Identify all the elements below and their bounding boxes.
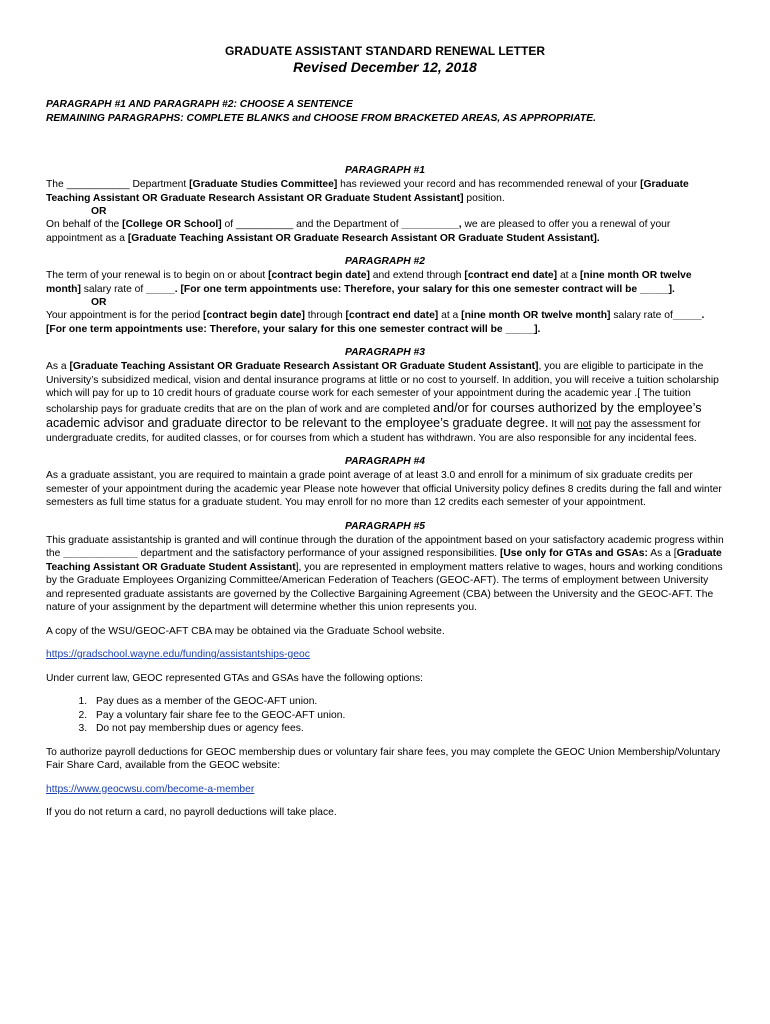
paragraph-1-option-b: On behalf of the [College OR School] of __________ and the Department of __________, we are pleased to offer you a renewal of your appointment as a [Graduate Teaching Assistant OR Graduate Research Assistant OR Graduate Student Assistant]. <box>46 219 671 244</box>
geoc-link-line <box>46 783 724 797</box>
paragraph-3-section <box>46 346 724 445</box>
letter-page <box>46 44 724 820</box>
paragraph-2-section <box>46 255 724 336</box>
paragraph-1-section <box>46 164 724 245</box>
cba-text: A copy of the WSU/GEOC-AFT CBA may be obtained via the Graduate School website. <box>46 625 445 637</box>
cba-link-line <box>46 648 724 662</box>
authorize-text: To authorize payroll deductions for GEOC membership dues or voluntary fair share fees, you may complete the GEOC Union Membership/Voluntary Fair Share Card, available from the GEOC website: <box>46 746 721 771</box>
options-intro: Under current law, GEOC represented GTAs and GSAs have the following options: <box>46 672 423 684</box>
gradschool-link[interactable]: https://gradschool.wayne.edu/funding/assistantships-geoc <box>46 649 310 660</box>
list-item: 1. Pay dues as a member of the GEOC-AFT union. <box>90 695 724 709</box>
paragraph-2-heading: PARAGRAPH #2 <box>345 256 425 267</box>
paragraph-5-heading: PARAGRAPH #5 <box>345 520 425 532</box>
instructions <box>46 98 724 126</box>
list-item: 2. Pay a voluntary fair share fee to the GEOC-AFT union. <box>90 709 724 723</box>
paragraph-1-option-a: The ___________ Department [Graduate Studies Committee] has reviewed your record and has recommended renewal of your [Graduate Teaching Assistant OR Graduate Research Assistant OR Graduate Student Assistant] position. <box>46 179 689 204</box>
or-separator: OR <box>91 206 107 217</box>
paragraph-5-text: This graduate assistantship is granted and will continue through the duration of the appointment based on your satisfactory academic progress within the _____________ department and the satisfactory performance of your assigned responsibilities. [Use only for GTAs and GSAs: As a [Graduate Teaching Assistant OR Graduate Student Assistant], you are represented in employment matters relative to wages, hours and working conditions by the Graduate Employees Organizing Committee/American Federation of Teachers (GEOC-AFT). The terms of employment between University and represented graduate assistants are governed by the Collective Bargaining Agreement (CBA) between the University and the GEOC-AFT. The nature of your assignment by the department will determine whether this union represents you. <box>46 534 724 613</box>
paragraph-4-section <box>46 455 724 510</box>
list-item: 3. Do not pay membership dues or agency fees. <box>90 722 724 736</box>
document-title: GRADUATE ASSISTANT STANDARD RENEWAL LETTER <box>225 44 545 58</box>
paragraph-2-option-a: The term of your renewal is to begin on or about [contract begin date] and extend through [contract end date] at a [nine month OR twelve month] salary rate of _____. [For one term appointments use: Therefore, your salary for this one semester contract will be _____]. <box>46 270 692 295</box>
or-separator: OR <box>91 297 107 308</box>
options-list <box>46 695 724 736</box>
paragraph-3-heading: PARAGRAPH #3 <box>345 347 425 358</box>
instruction-line-1: PARAGRAPH #1 AND PARAGRAPH #2: CHOOSE A SENTENCE <box>46 99 353 110</box>
paragraph-4-text: As a graduate assistant, you are required to maintain a grade point average of at least 3.0 and enroll for a minimum of six graduate credits per semester of your appointment during the academic year Please note however that official University policy defines 8 credits during the fall and winter semesters as full time status for a graduate student. You may enroll for no more than 12 credits each semester of your appointment. <box>46 470 722 508</box>
geoc-link[interactable]: https://www.geocwsu.com/become-a-member <box>46 783 255 795</box>
instruction-line-2: REMAINING PARAGRAPHS: COMPLETE BLANKS and CHOOSE FROM BRACKETED AREAS, AS APPROPRIATE. <box>46 113 596 124</box>
closing-text: If you do not return a card, no payroll deductions will take place. <box>46 807 337 818</box>
paragraph-3-text: As a [Graduate Teaching Assistant OR Graduate Research Assistant OR Graduate Student Assistant], you are eligible to participate in the University’s subsidized medical, vision and dental insurance programs at little or no cost to yourself. In addition, you will receive a tuition scholarship which will pay for up to 10 credit hours of graduate course work for each semester of your appointment during the academic year .[ The tuition scholarship pays for graduate credits that are on the plan of work and are completed and/or for courses authorized by the employee’s academic advisor and graduate director to be relevant to the employee’s graduate degree. It will not pay the assessment for undergraduate credits, for audited classes, or for courses from which a student has withdrawn. You are also responsible for any incidental fees. <box>46 361 719 444</box>
paragraph-5-section <box>46 520 724 615</box>
paragraph-2-option-b: Your appointment is for the period [contract begin date] through [contract end date] at a [nine month OR twelve month] salary rate of_____. [For one term appointments use: Therefore, your salary for this one semester contract will be _____]. <box>46 310 705 335</box>
paragraph-4-heading: PARAGRAPH #4 <box>345 456 425 467</box>
document-subtitle: Revised December 12, 2018 <box>293 59 477 75</box>
paragraph-1-heading: PARAGRAPH #1 <box>345 165 425 176</box>
